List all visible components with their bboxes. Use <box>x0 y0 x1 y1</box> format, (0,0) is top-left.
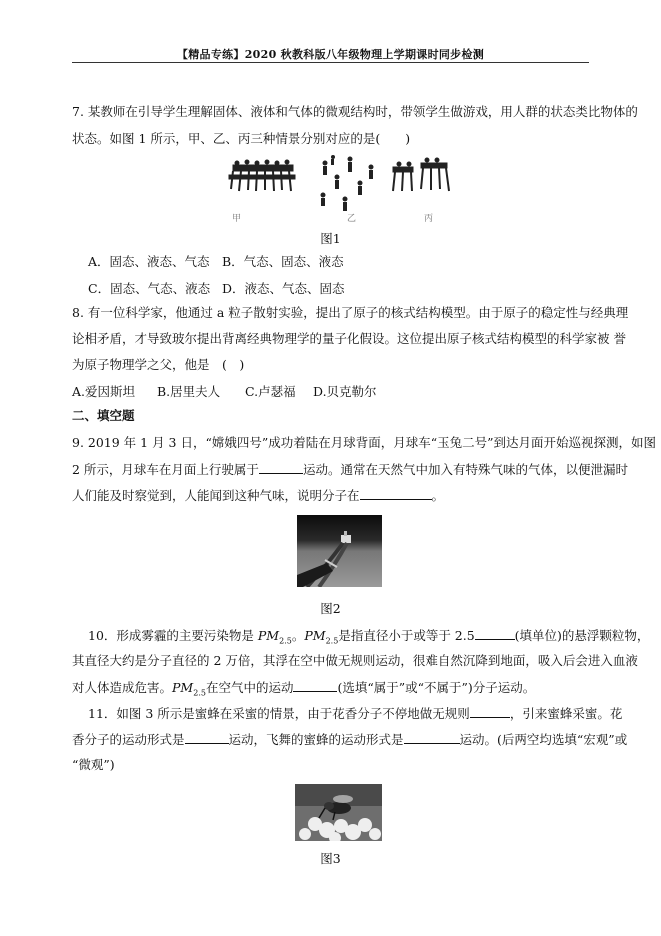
q9-line3 <box>72 487 589 504</box>
q9-line2 <box>72 461 628 478</box>
figure-3-image <box>295 784 382 841</box>
figure-3-caption: 图3 <box>320 851 341 866</box>
q8-options <box>72 384 589 400</box>
q10-line2: 其直径大约是分子直径的 2 万倍，其浮在空中做无规则运动，很难自然沉降到地面，吸入后会进入血液 <box>72 653 638 668</box>
q10-line1-text-c: 是指直径小于或等于 2.5 <box>338 628 475 643</box>
q9-line3-text-b: 。 <box>431 488 445 503</box>
q10-line3-text-a: 对人体造成危害。 <box>72 680 173 695</box>
q11-line1-text-b: ，引来蜜蜂采蜜。花 <box>509 706 623 721</box>
q7-line1: 7. 某教师在引导学生理解固体、液体和气体的微观结构时，带领学生做游戏，用人群的状态类比物体的 <box>72 104 638 119</box>
q10-line3-text-c: (选填“属于”或“不属于”)分子运动。 <box>337 680 536 695</box>
figure-1-label-jia: 甲 <box>232 214 242 224</box>
figure-1-label-bing: 丙 <box>424 214 434 224</box>
q10-line1 <box>88 627 650 650</box>
q11-blank-1[interactable] <box>470 705 510 718</box>
q11-blank-3[interactable] <box>404 731 460 744</box>
q10-pm-label-3: PM <box>172 680 194 695</box>
q11-line2-text-b: 运动，飞舞的蜜蜂的运动形式是 <box>228 732 404 747</box>
q11-line1-text-a: 11．如图 3 所示是蜜蜂在采蜜的情景，由于花香分子不停地做无规则 <box>88 706 470 721</box>
q9-blank-2[interactable] <box>360 487 432 500</box>
q8-option-d[interactable]: D.贝克勒尔 <box>313 384 377 399</box>
figure-1-caption: 图1 <box>320 231 341 246</box>
q8-line3: 为原子物理学之父，他是 ( ) <box>72 357 245 372</box>
q10-line1-text-d: (填单位)的悬浮颗粒物， <box>514 628 650 643</box>
q7-options-row1 <box>88 254 589 270</box>
header-title: 【精品专练】2020 秋教科版八年级物理上学期课时同步检测 <box>176 48 485 61</box>
q10-pm-subscript-2: 2.5 <box>325 636 339 646</box>
q7-option-c[interactable]: C．固态、气态、液态 <box>88 281 211 296</box>
q10-pm-subscript-3: 2.5 <box>193 688 206 698</box>
q7-option-b[interactable]: B．气态、固态、液态 <box>222 254 344 269</box>
q11-line1 <box>88 705 623 722</box>
q9-line2-text-a: 2 所示，月球车在月面上行驶属于 <box>72 462 259 477</box>
q8-option-a[interactable]: A.爱因斯坦 <box>72 384 136 399</box>
q11-line3: “微观”) <box>72 757 115 772</box>
figure-1-label-yi: 乙 <box>347 214 357 224</box>
q7-options-row2 <box>88 281 589 297</box>
q9-line1: 9. 2019 年 1 月 3 日，“嫦娥四号”成功着陆在月球背面，月球车“玉兔二号”到达月面开始巡视探测，如图 <box>72 435 657 450</box>
q9-line2-text-b: 运动。通常在天然气中加入有特殊气味的气体，以便泄漏时 <box>302 462 628 477</box>
q7-line2: 状态。如图 1 所示，甲、乙、丙三种情景分别对应的是( ) <box>72 131 411 146</box>
q10-blank-2[interactable] <box>293 679 337 692</box>
q9-blank-1[interactable] <box>259 461 303 474</box>
q10-line3 <box>72 679 589 702</box>
q7-option-a[interactable]: A．固态、液态、气态 <box>88 254 210 269</box>
q11-line2-text-a: 香分子的运动形式是 <box>72 732 185 747</box>
header-rule <box>72 62 589 63</box>
q10-line1-text-b: 。 <box>291 628 305 643</box>
q10-pm-label-2: PM <box>304 628 326 643</box>
q11-line2 <box>72 731 628 748</box>
q10-blank-1[interactable] <box>475 627 515 640</box>
q10-line1-text-a: 10．形成雾霾的主要污染物是 <box>88 628 258 643</box>
q11-blank-2[interactable] <box>185 731 229 744</box>
section-2-title: 二、填空题 <box>72 408 135 423</box>
q7-option-d[interactable]: D．液态、气态、固态 <box>222 281 345 296</box>
q9-line3-text-a: 人们能及时察觉到，人能闻到这种气味，说明分子在 <box>72 488 360 503</box>
q8-option-c[interactable]: C.卢瑟福 <box>245 384 296 399</box>
q8-option-b[interactable]: B.居里夫人 <box>157 384 221 399</box>
q10-pm-subscript: 2.5 <box>279 636 292 646</box>
q11-line2-text-c: 运动。(后两空均选填“宏观”或 <box>459 732 628 747</box>
q8-line2: 论相矛盾，才导致玻尔提出背离经典物理学的量子化假设。这位提出原子核式结构模型的科学家被 誉 <box>72 331 626 346</box>
q8-line1: 8. 有一位科学家，他通过 a 粒子散射实验，提出了原子的核式结构模型。由于原子的稳定性与经典理 <box>72 305 629 320</box>
q10-pm-label: PM <box>257 628 280 643</box>
q10-line3-text-b: 在空气中的运动 <box>205 680 294 695</box>
figure-1-image <box>225 155 456 217</box>
figure-2-caption: 图2 <box>320 601 341 616</box>
figure-2-image <box>297 515 382 587</box>
